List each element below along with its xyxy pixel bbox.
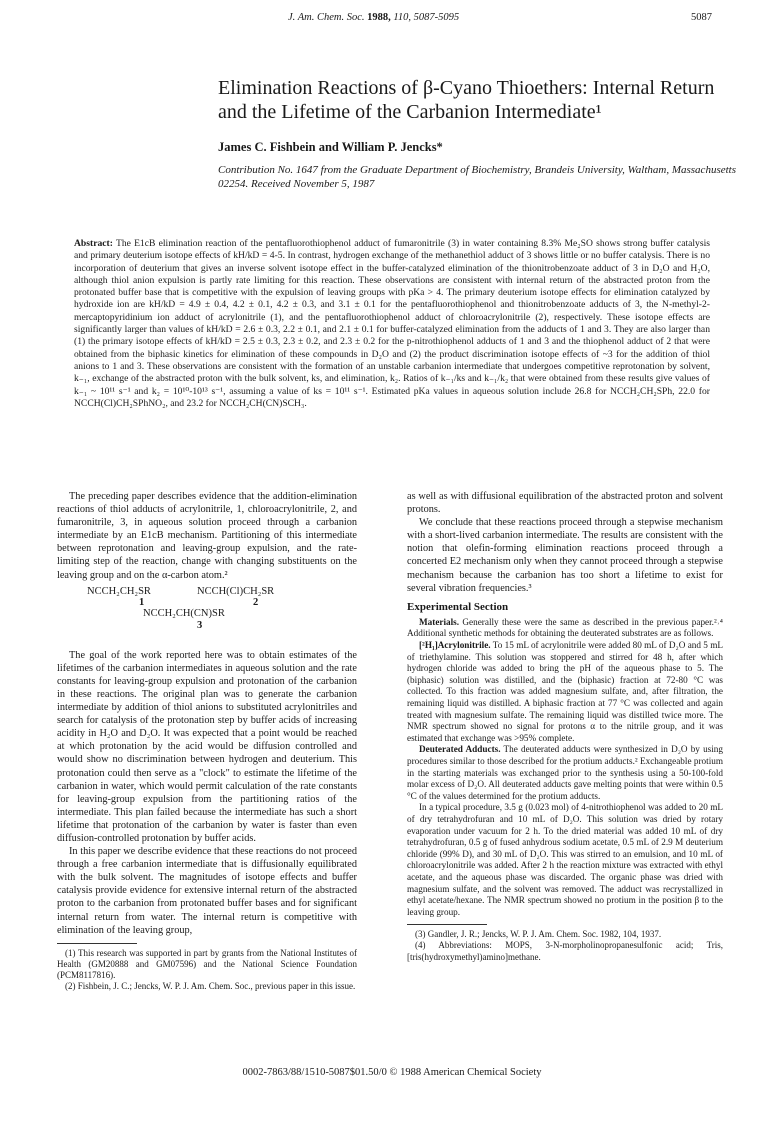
compound-3-formula: NCCH₂CH(CN)SR: [143, 607, 225, 619]
page-footer: 0002-7863/88/1510-5087$01.50/0 © 1988 American Chemical Society: [242, 1067, 542, 1078]
paragraph: as well as with diffusional equilibration of the abstracted proton and solvent protons.: [407, 491, 723, 516]
running-head: [0, 12, 784, 28]
abstract-label: Abstract:: [74, 238, 113, 249]
journal-reference: J. Am. Chem. Soc. 1988, 110, 5087-5095: [288, 12, 460, 23]
footnote-rule: [407, 924, 487, 925]
paragraph: The preceding paper describes evidence that the addition-elimination reactions of thiol adducts of acrylonitrile, 1, chloroacrylonitrile, 2, and fumaronitrile, 3, in aqueous solution proceed through a carbanion intermediate by an E1cB mechanism. Partitioning of this intermediate between reprotonation and leaving-group expulsion, and the rate-limiting step of the reaction, change with changing substituents on the leaving group and on the α-carbon atom.²: [57, 491, 357, 581]
article-title: Elimination Reactions of β-Cyano Thioethers: Internal Return and the Lifetime of the Carbanion Intermediate¹: [218, 77, 715, 123]
paragraph: We conclude that these reactions proceed through a stepwise mechanism with a short-lived carbanion intermediate. The results are consistent with the notion that olefin-forming elimination reactions proceed through a concerted E2 mechanism only when they cannot proceed through a stepwise mechanism because the carbanion has too short a lifetime to exist for several vibration frequencies.³: [407, 517, 723, 594]
paragraph: The goal of the work reported here was to obtain estimates of the lifetimes of the carbanion intermediates in aqueous solution and the rate constants for leaving-group expulsion and protonation of the carbanion in these reactions. The original plan was to generate the carbanion intermediate by addition of thiol anions to substituted acrylonitriles and search for catalysis of the protonation step by buffer acids of increasing acidity in H₂O and D₂O. It was expected that a point would be reached at which protonation by the acid would be diffusion controlled and would show no discrimination between hydrogen and deuterium. This protonation could then serve as a "clock" to estimate the lifetime of the carbanion in water, which would permit calculation of the rate constants for leaving-group expulsion from the partitioning ratios of the intermediate. This plan failed because the intermediate has such a short lifetime that protonation of the carbanion by water is faster than even diffusion-controlled protonation by buffer acids.: [57, 649, 357, 844]
compound-2-formula: NCCH(Cl)CH₂SR: [197, 585, 275, 597]
footnotes: [407, 929, 723, 963]
experimental-text: [407, 617, 723, 918]
run-in-heading: [²H₁]Acrylonitrile.: [419, 640, 491, 651]
paragraph: In this paper we describe evidence that these reactions do not proceed through a free carbanion intermediate that is diffusionally equilibrated with the bulk solvent. The magnitudes of isotope effects and buffer catalysis provide evidence for extensive internal return of the abstracted proton to the carbanion from protonated buffer bases and for significant internal return from water. The internal return is competitive with elimination of the leaving group,: [57, 846, 357, 936]
compound-1-formula: NCCH₂CH₂SR: [87, 585, 151, 597]
acrylonitrile-paragraph: [²H₁]Acrylonitrile. To 15 mL of acrylonitrile were added 80 mL of D₂O and 5 mL of triethylamine. This solution was stoppered and stirred for 48 h, after which hydrogen chloride was added to bring the pH of the aqueous phase to 5. The (biphasic) solution was distilled, and the (biphasic) fraction at 72-80 °C was collected. To this fraction was added magnesium sulfate, and, after filtration, the remaining liquid was distilled. A biphasic fraction at 77 °C was collected and again treated with magnesium sulfate. The remaining liquid was distilled twice more. The NMR spectrum showed no signal for protons α to the nitrile group, and it was estimated that exchange was >95% complete.: [407, 640, 723, 743]
affiliation: Contribution No. 1647 from the Graduate Department of Biochemistry, Brandeis University, Waltham, Massachusetts 02254. Received November 5, 1987: [218, 164, 736, 190]
left-column: [57, 490, 357, 993]
run-in-heading: Deuterated Adducts.: [419, 744, 501, 755]
compound-1-number: 1: [139, 596, 145, 608]
abstract: [74, 238, 710, 410]
section-heading: Experimental Section: [407, 600, 509, 613]
compound-2-number: 2: [253, 596, 259, 608]
footnotes: [57, 948, 357, 993]
abstract-text: The E1cB elimination reaction of the pentafluorothiophenol adduct of fumaronitrile (3) in water containing 8.3% Me₂SO shows strong buffer catalysis and primary deuterium isotope effects of kH/kD = 4-5. In contrast, hydrogen exchange of the methanethiol adduct of 3 shows little or no buffer catalysis. There is no incorporation of deuterium that gives an inverse solvent isotope effect in the buffer-catalyzed elimination of the thionitrobenzoate adduct of 3 in D₂O and H₂O, although thiol anion expulsion is partly rate limiting for this reaction. These observations are consistent with internal return of the abstracted proton from the protonated buffer base that is competitive with the expulsion of leaving groups with pKa > 4. The primary deuterium isotope effects for elimination catalyzed by hydroxide ion are kH/kD = 4.9 ± 0.4, 4.2 ± 0.1, 4.2 ± 0.3, and 3.1 ± 0.1 for the pentafluorothiophenol and thionitrobenzoate adducts of 3, the N-methyl-2-mercaptopyridinium ion adduct of acrylonitrile (1), and the pentafluorothiophenol adduct of chloroacrylonitrile (2), respectively. These isotope effects are significantly larger than values of kH/kD = 2.6 ± 0.3, 2.2 ± 0.1, and 2.1 ± 0.1 for buffer-catalyzed elimination from the adducts of 1 and 3. They are also larger than (1) the primary isotope effects of kH/kD = 2.5 ± 0.3, 2.3 ± 0.2, and 2.3 ± 0.2 for the p-nitrothiophenol adducts of 1 and 3 and the thiophenol adduct of 2 that were obtained from the biphasic kinetics for elimination of these compounds in D₂O and (2) the product discrimination isotope effects of ~3 for the addition of thiol anions to 1 and 3. These observations are consistent with the formation of an unstable carbanion intermediate that undergoes competitive reprotonation by solvent, k₋₁, exchange of the abstracted proton with the bulk solvent, ks, and elimination, k₂. Ratios of k₋₁/ks and k₋₁/k₂ that were obtained from these results give values of k₋₁ ~ 10¹¹ s⁻¹ and k₂ = 10¹⁰-10¹³ s⁻¹, assuming a value of ks = 10¹¹ s⁻¹. Estimated pKa values in aqueous solution include 26.8 for NCCH₂CH₂SPh, 22.0 for NCCH(Cl)CH₂SPhNO₂, and 23.2 for NCCH₂CH(CN)SCH₃.: [74, 238, 710, 409]
footnote-1: (1) This research was supported in part by grants from the National Institutes of Health (GM20888 and GM07596) and the National Science Foundation (PCM8117816).: [57, 947, 357, 981]
compound-structures: [57, 585, 357, 643]
typical-procedure-paragraph: In a typical procedure, 3.5 g (0.023 mol) of 4-nitrothiophenol was added to 20 mL of dry tetrahydrofuran and 10 mL of D₂O. This solution was dried by rotary evaporation under vacuum for 2 h. To the dried material was added 10 mL of dry tetrahydrofuran, 0.5 g of fused anhydrous sodium acetate, 0.5 mL of 2.9 M deuterium chloride (99% D), and 30 mL of D₂O. This was stirred to an emulsion, and 10 mL of chloroacrylonitrile was added. After 2 h the reaction mixture was extracted with ethyl acetate, and the aqueous phase was discarded. The organic phase was dried with magnesium sulfate, and the solvent was removed. The adduct was recrystallized in ethyl acetate/hexane. The NMR spectrum showed no protium in the position β to the leaving group.: [407, 802, 723, 917]
compound-3-number: 3: [197, 619, 203, 631]
footnote-rule: [57, 943, 137, 944]
deuterated-adducts-paragraph: Deuterated Adducts. The deuterated adducts were synthesized in D₂O by using procedures similar to those described for the protium adducts.² Exchangeable protium in the starting materials was exchanged prior to the synthesis using a 50-100-fold molar excess of D₂O. All deuterated adducts gave melting points that were within 0.5 °C of the values determined for the protium adducts.: [407, 744, 723, 801]
run-in-heading: Materials.: [419, 616, 460, 627]
footnote-2: (2) Fishbein, J. C.; Jencks, W. P. J. Am. Chem. Soc., previous paper in this issue.: [65, 981, 356, 992]
author-list: James C. Fishbein and William P. Jencks*: [218, 140, 443, 154]
footnote-3: (3) Gandler, J. R.; Jencks, W. P. J. Am. Chem. Soc. 1982, 104, 1937.: [415, 929, 662, 940]
page-number: 5087: [691, 12, 712, 23]
footnote-4: (4) Abbreviations: MOPS, 3-N-morpholinopropanesulfonic acid; Tris, [tris(hydroxymethyl)amino]methane.: [407, 940, 723, 962]
materials-paragraph: Materials. Generally these were the same as described in the previous paper.²˒⁴ Additional synthetic methods for obtaining the deuterated substrates are as follows.: [407, 616, 723, 639]
right-column: [407, 490, 723, 963]
